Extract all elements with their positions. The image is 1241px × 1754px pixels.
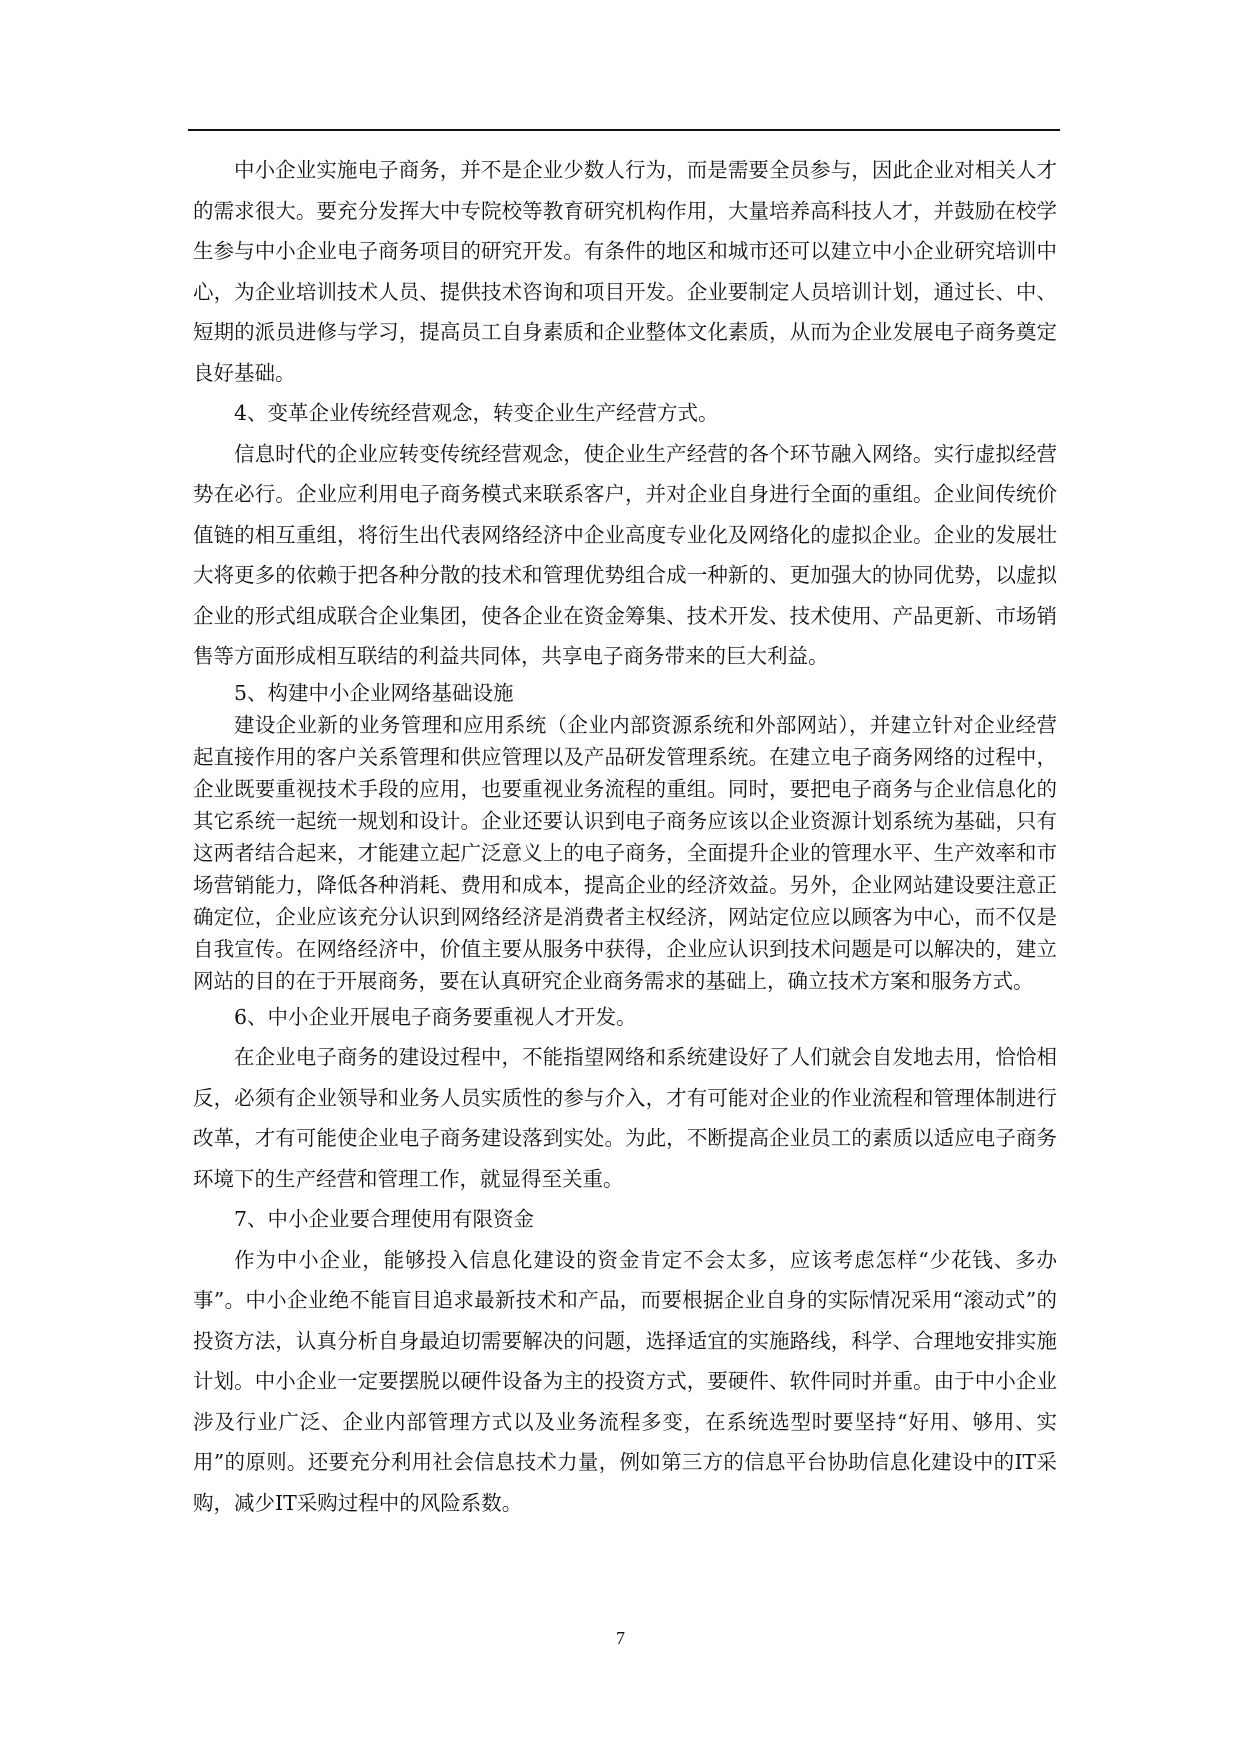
header-rule: [188, 129, 1060, 131]
paragraph-talent-training: 中小企业实施电子商务，并不是企业少数人行为，而是需要全员参与，因此企业对相关人才的需求很大。要充分发挥大中专院校等教育研究机构作用，大量培养高科技人才，并鼓励在校学生参与中小企业电子商务项目的研究开发。有条件的地区和城市还可以建立中小企业研究培训中心，为企业培训技术人员、提供技术咨询和项目开发。企业要制定人员培训计划，通过长、中、短期的派员进修与学习，提高员工自身素质和企业整体文化素质，从而为企业发展电子商务奠定良好基础。: [193, 158, 1057, 385]
heading-section-5: 5、构建中小企业网络基础设施: [234, 680, 514, 705]
heading-section-4: 4、变革企业传统经营观念，转变企业生产经营方式。: [234, 401, 719, 425]
heading-section-7: 7、中小企业要合理使用有限资金: [234, 1207, 535, 1231]
paragraph-virtual-enterprise: 信息时代的企业应转变传统经营观念，使企业生产经营的各个环节融入网络。实行虚拟经营势在必行。企业应利用电子商务模式来联系客户，并对企业自身进行全面的重组。企业间传统价值链的相互重组，将衍生出代表网络经济中企业高度专业化及网络化的虚拟企业。企业的发展壮大将更多的依赖于把各种分散的技术和管理优势组合成一种新的、更加强大的协同优势，以虚拟企业的形式组成联合企业集团，使各企业在资金筹集、技术开发、技术使用、产品更新、市场销售等方面形成相互联结的利益共同体，共享电子商务带来的巨大利益。: [193, 441, 1057, 668]
paragraph-talent-development: 在企业电子商务的建设过程中，不能指望网络和系统建设好了人们就会自发地去用，恰恰相反，必须有企业领导和业务人员实质性的参与介入，才有可能对企业的作业流程和管理体制进行改革，才有可能使企业电子商务建设落到实处。为此，不断提高企业员工的素质以适应电子商务环境下的生产经营和管理工作，就显得至关重。: [193, 1045, 1057, 1191]
paragraph-limited-funds: 作为中小企业，能够投入信息化建设的资金肯定不会太多，应该考虑怎样“少花钱、多办事”。中小企业绝不能盲目追求最新技术和产品，而要根据企业自身的实际情况采用“滚动式”的投资方法，认真分析自身最迫切需要解决的问题，选择适宜的实施路线，科学、合理地安排实施计划。中小企业一定要摆脱以硬件设备为主的投资方式，要硬件、软件同时并重。由于中小企业涉及行业广泛、企业内部管理方式以及业务流程多变，在系统选型时要坚持“好用、够用、实用”的原则。还要充分利用社会信息技术力量，例如第三方的信息平台协助信息化建设中的IT采购，减少IT采购过程中的风险系数。: [193, 1247, 1057, 1515]
document-body: [193, 150, 1057, 1523]
page-number: 7: [616, 1628, 625, 1648]
paragraph-network-infrastructure: 建设企业新的业务管理和应用系统（企业内部资源系统和外部网站），并建立针对企业经营起直接作用的客户关系管理和供应管理以及产品研发管理系统。在建立电子商务网络的过程中，企业既要重视技术手段的应用，也要重视业务流程的重组。同时，要把电子商务与企业信息化的其它系统一起统一规划和设计。企业还要认识到电子商务应该以企业资源计划系统为基础，只有这两者结合起来，才能建立起广泛意义上的电子商务，全面提升企业的管理水平、生产效率和市场营销能力，降低各种消耗、费用和成本，提高企业的经济效益。另外，企业网站建设要注意正确定位，企业应该充分认识到网络经济是消费者主权经济，网站定位应以顾客为中心，而不仅是自我宣传。在网络经济中，价值主要从服务中获得，企业应认识到技术问题是可以解决的，建立网站的目的在于开展商务，要在认真研究企业商务需求的基础上，确立技术方案和服务方式。: [193, 712, 1057, 993]
heading-section-6: 6、中小企业开展电子商务要重视人才开发。: [234, 1004, 637, 1029]
